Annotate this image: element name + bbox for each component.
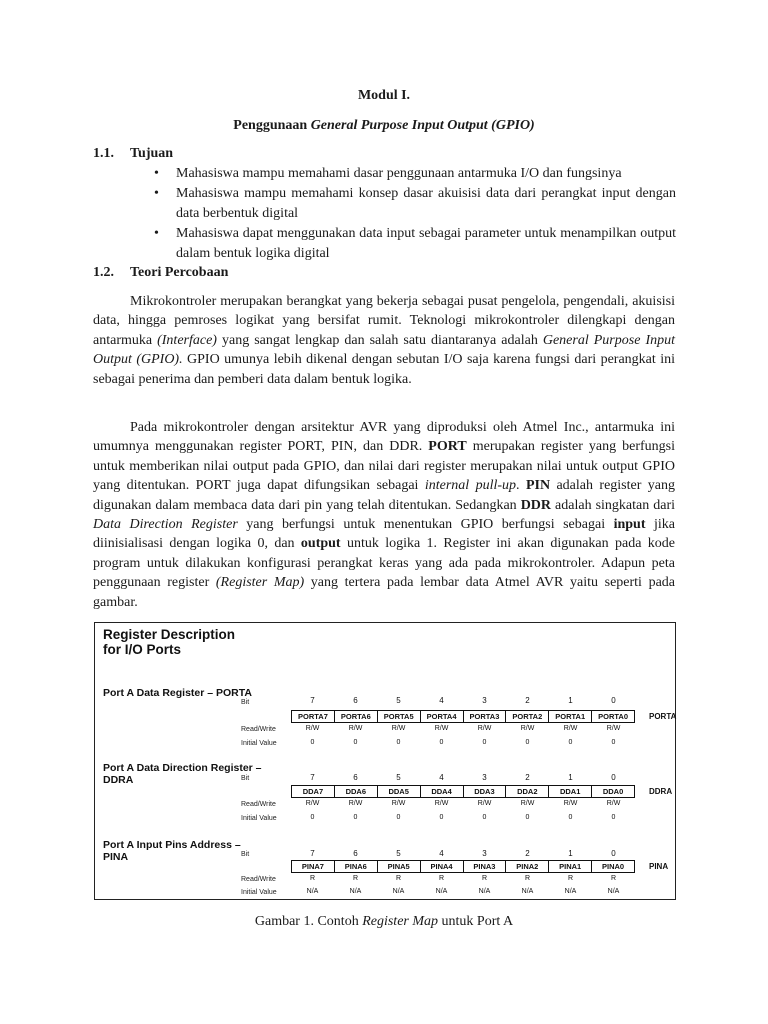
register-bit-cell: PINA0 bbox=[602, 862, 625, 871]
read-write-value: R bbox=[352, 875, 359, 882]
initial-value: N/A bbox=[478, 888, 491, 895]
initial-value: 0 bbox=[396, 814, 401, 821]
initial-value: 0 bbox=[611, 739, 616, 746]
read-write-value: R/W bbox=[305, 800, 320, 807]
register-bit-cell: PORTA7 bbox=[292, 711, 335, 722]
initial-value: 0 bbox=[525, 739, 530, 746]
paragraph-1: Mikrokontroler merupakan berangkat yang bekerja sebagai pusat pengelola, pengendali, akuisisi data, hingga pemroses logikat yang bersifat rumit. Teknologi mikrokontroler dilengkapi dengan antarmuka (Interface) yang sangat lengkap dan salah satu diantaranya adalah General Purpose Input Output (GPIO). GPIO umunya lebih dikenal dengan sebutan I/O saja karena fungsi dari perangkat ini sebagai penerima dan pemberi data dalam bentuk logika. bbox=[93, 294, 675, 387]
read-write-value: R/W bbox=[477, 800, 492, 807]
read-write-value: R/W bbox=[305, 725, 320, 732]
initial-value-label: Initial Value bbox=[241, 889, 277, 896]
list-item: • Mahasiswa mampu memahami konsep dasar akuisisi data dari perangkat input dengan data berbentuk digital bbox=[150, 184, 676, 224]
figure-caption: Gambar 1. Contoh Register Map untuk Port A bbox=[254, 914, 514, 929]
title-plain: Penggunaan bbox=[233, 118, 311, 133]
read-write-value: R/W bbox=[606, 800, 621, 807]
initial-value: 0 bbox=[439, 814, 444, 821]
register-bit-cell: PINA2 bbox=[506, 861, 549, 872]
initial-value: N/A bbox=[564, 888, 577, 895]
bit-number: 4 bbox=[439, 696, 444, 705]
read-write-value: R/W bbox=[563, 800, 578, 807]
register-bit-cell: PINA6 bbox=[335, 861, 378, 872]
register-bit-cell: DDA1 bbox=[549, 786, 592, 797]
register-bit-cell: PINA5 bbox=[378, 861, 421, 872]
read-write-value: R/W bbox=[348, 725, 363, 732]
read-write-value: R bbox=[567, 875, 574, 882]
register-map-figure bbox=[94, 622, 676, 900]
initial-value: 0 bbox=[482, 739, 487, 746]
register-bit-row bbox=[291, 785, 635, 798]
bit-number: 6 bbox=[353, 849, 358, 858]
bit-number: 0 bbox=[611, 773, 616, 782]
register-bit-cell: PORTA2 bbox=[506, 711, 549, 722]
initial-value: 0 bbox=[353, 814, 358, 821]
initial-value: 0 bbox=[439, 739, 444, 746]
read-write-value: R/W bbox=[520, 725, 535, 732]
read-write-value: R bbox=[395, 875, 402, 882]
register-bit-row bbox=[291, 860, 635, 873]
read-write-label: Read/Write bbox=[241, 876, 276, 883]
initial-value-label: Initial Value bbox=[241, 740, 277, 747]
register-bit-cell: DDA7 bbox=[292, 786, 335, 797]
bit-number: 5 bbox=[396, 696, 401, 705]
bit-number: 0 bbox=[611, 849, 616, 858]
register-bit-cell: PINA4 bbox=[421, 861, 464, 872]
initial-value: 0 bbox=[611, 814, 616, 821]
read-write-value: R/W bbox=[434, 800, 449, 807]
bit-label: Bit bbox=[241, 699, 250, 706]
read-write-value: R bbox=[309, 875, 316, 882]
read-write-value: R/W bbox=[348, 800, 363, 807]
register-name: PINA bbox=[649, 862, 669, 871]
initial-value: 0 bbox=[525, 814, 530, 821]
bit-number: 1 bbox=[568, 773, 573, 782]
initial-value: 0 bbox=[310, 739, 315, 746]
bit-number: 1 bbox=[568, 849, 573, 858]
bit-number: 2 bbox=[525, 773, 530, 782]
bit-number: 6 bbox=[353, 773, 358, 782]
bit-number: 6 bbox=[353, 696, 358, 705]
read-write-value: R bbox=[481, 875, 488, 882]
register-bit-cell: PORTA4 bbox=[421, 711, 464, 722]
register-title: Port A Data Direction Register – DDRA bbox=[103, 762, 262, 786]
bit-label: Bit bbox=[241, 775, 250, 782]
initial-value: 0 bbox=[568, 739, 573, 746]
bit-number: 1 bbox=[568, 696, 573, 705]
register-bit-cell: DDA4 bbox=[421, 786, 464, 797]
document-title bbox=[0, 118, 768, 134]
section-2-number: 1.2. bbox=[93, 265, 114, 280]
register-bit-cell: PINA1 bbox=[549, 861, 592, 872]
initial-value: N/A bbox=[607, 888, 620, 895]
section-1-number: 1.1. bbox=[93, 146, 114, 161]
module-heading: Modul I. bbox=[357, 88, 411, 103]
register-bit-cell: DDA3 bbox=[464, 786, 507, 797]
register-bit-cell: PORTA6 bbox=[335, 711, 378, 722]
read-write-value: R/W bbox=[563, 725, 578, 732]
register-bit-cell: DDA5 bbox=[378, 786, 421, 797]
initial-value: 0 bbox=[396, 739, 401, 746]
initial-value: N/A bbox=[349, 888, 362, 895]
register-title: Port A Data Register – PORTA bbox=[103, 687, 252, 699]
bit-number: 7 bbox=[310, 696, 315, 705]
bit-number: 0 bbox=[611, 696, 616, 705]
register-name: DDRA bbox=[649, 787, 673, 796]
register-bit-cell: DDA0 bbox=[602, 787, 624, 796]
read-write-label: Read/Write bbox=[241, 726, 276, 733]
figure-title: Register Description for I/O Ports bbox=[103, 627, 236, 657]
section-2-title: Teori Percobaan bbox=[130, 265, 229, 280]
register-bit-cell: PINA3 bbox=[464, 861, 507, 872]
bit-number: 5 bbox=[396, 849, 401, 858]
read-write-value: R bbox=[524, 875, 531, 882]
read-write-value: R/W bbox=[391, 725, 406, 732]
bit-number: 4 bbox=[439, 773, 444, 782]
read-write-value: R/W bbox=[434, 725, 449, 732]
read-write-label: Read/Write bbox=[241, 801, 276, 808]
initial-value-label: Initial Value bbox=[241, 815, 277, 822]
initial-value: 0 bbox=[353, 739, 358, 746]
bit-number: 3 bbox=[482, 849, 487, 858]
read-write-value: R/W bbox=[391, 800, 406, 807]
register-bit-cell: PINA7 bbox=[292, 861, 335, 872]
register-bit-cell: PORTA0 bbox=[598, 712, 628, 721]
initial-value: 0 bbox=[568, 814, 573, 821]
list-item: • Mahasiswa mampu memahami dasar penggunaan antarmuka I/O dan fungsinya bbox=[150, 164, 676, 184]
bit-number: 7 bbox=[310, 849, 315, 858]
bit-number: 2 bbox=[525, 696, 530, 705]
bit-number: 7 bbox=[310, 773, 315, 782]
register-bit-cell: PORTA1 bbox=[549, 711, 592, 722]
paragraph-2: Pada mikrokontroler dengan arsitektur AVR yang diproduksi oleh Atmel Inc., antarmuka ini umumnya menggunakan register PORT, PIN, dan DDR. PORT merupakan register yang berfungsi untuk memberikan nilai output pada GPIO, dan nilai dari register merupakan nilai untuk output GPIO yang ditentukan. PORT juga dapat difungsikan sebagai internal pull-up. PIN adalah register yang digunakan dalam membaca data dari pin yang telah ditentukan. Sedangkan DDR adalah singkatan dari Data Direction Register yang berfungsi untuk menentukan GPIO berfungsi sebagai input jika diinisialisasi dengan logika 0, dan output untuk logika 1. Register ini akan digunakan pada kode program untuk dilakukan konfigurasi perangkat keras yang ada pada mikrokontroler. Adapun peta penggunaan register (Register Map) yang tertera pada lembar data Atmel AVR yaitu seperti pada gambar. bbox=[93, 420, 676, 610]
register-bit-cell: DDA2 bbox=[506, 786, 549, 797]
register-title: Port A Input Pins Address – PINA bbox=[103, 839, 241, 863]
bit-label: Bit bbox=[241, 851, 250, 858]
register-bit-cell: PORTA3 bbox=[464, 711, 507, 722]
bit-number: 5 bbox=[396, 773, 401, 782]
bit-number: 2 bbox=[525, 849, 530, 858]
section-1-title: Tujuan bbox=[130, 146, 174, 161]
read-write-value: R/W bbox=[477, 725, 492, 732]
list-item: • Mahasiswa dapat menggunakan data input sebagai parameter untuk menampilkan output dalam bentuk logika digital bbox=[150, 224, 676, 264]
read-write-value: R/W bbox=[606, 725, 621, 732]
register-bit-row bbox=[291, 710, 635, 723]
register-bit-cell: PORTA5 bbox=[378, 711, 421, 722]
read-write-value: R bbox=[610, 875, 617, 882]
register-name: PORTA bbox=[649, 712, 677, 721]
register-bit-cell: DDA6 bbox=[335, 786, 378, 797]
read-write-value: R/W bbox=[520, 800, 535, 807]
initial-value: N/A bbox=[306, 888, 319, 895]
bit-number: 3 bbox=[482, 696, 487, 705]
bit-number: 3 bbox=[482, 773, 487, 782]
initial-value: N/A bbox=[435, 888, 448, 895]
initial-value: N/A bbox=[521, 888, 534, 895]
objectives-list bbox=[150, 164, 676, 264]
title-italic: General Purpose Input Output (GPIO) bbox=[310, 118, 535, 133]
read-write-value: R bbox=[438, 875, 445, 882]
bit-number: 4 bbox=[439, 849, 444, 858]
initial-value: 0 bbox=[482, 814, 487, 821]
initial-value: N/A bbox=[392, 888, 405, 895]
initial-value: 0 bbox=[310, 814, 315, 821]
